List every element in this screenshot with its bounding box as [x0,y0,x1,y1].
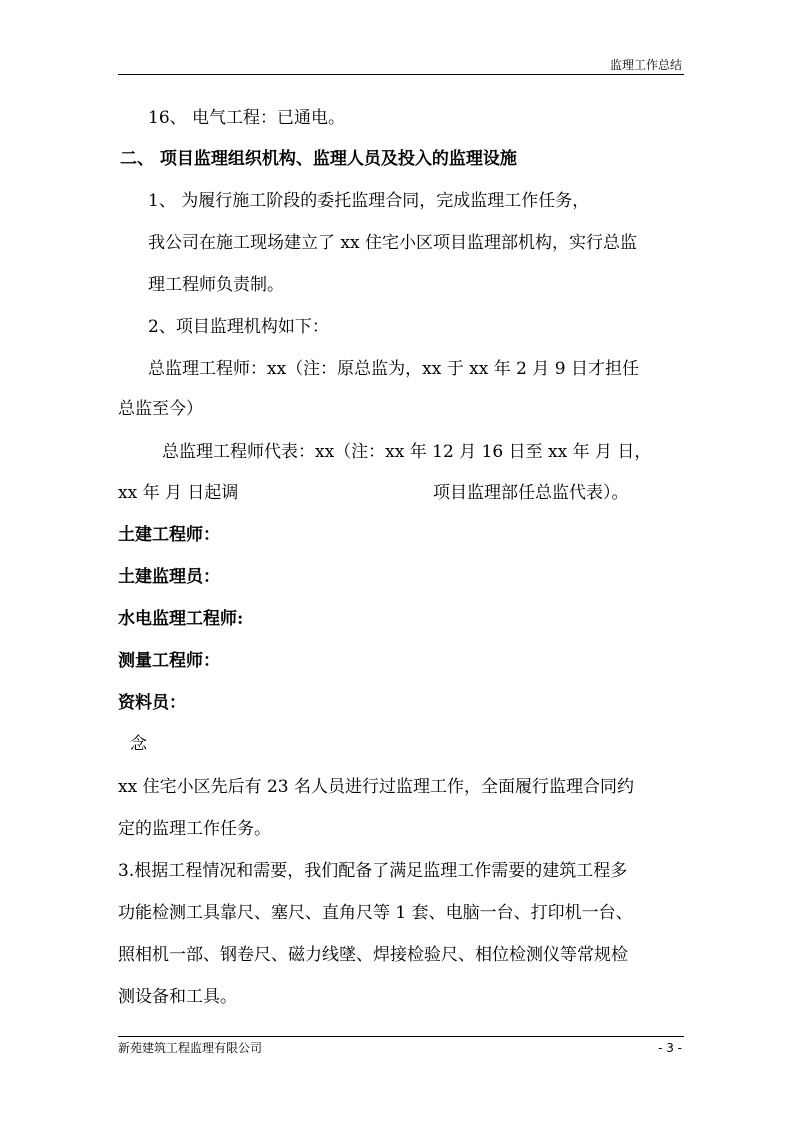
footer-rule [118,1036,684,1037]
footer-company: 新苑建筑工程监理有限公司 [118,1041,263,1055]
equipment-line-1: 3.根据工程情况和需要，我们配备了满足监理工作需要的建筑工程多 [118,861,628,881]
water-electric-engineer-label: 水电监理工程师: [118,609,244,629]
deputy-supervisor-line-2b: 项目监理部任总监代表）。 [433,483,629,503]
staff-summary-line-2: 定的监理工作任务。 [118,819,271,839]
footer-page-number: - 3 - [658,1041,682,1055]
para-2-heading: 2、项目监理机构如下： [148,317,329,337]
header-rule [118,74,684,75]
para-1-line-2: 我公司在施工现场建立了 xx 住宅小区项目监理部机构，实行总监 [148,233,637,253]
equipment-line-4: 测设备和工具。 [118,987,237,1007]
civil-inspector-label: 土建监理员： [118,567,220,587]
para-1-line-1: 1、 为履行施工阶段的委托监理合同，完成监理工作任务， [148,191,590,211]
staff-summary-line-1: xx 住宅小区先后有 23 名人员进行过监理工作，全面履行监理合同约 [118,777,635,797]
chief-supervisor-line-1: 总监理工程师：xx（注：原总监为，xx 于 xx 年 2 月 9 日才担任 [148,359,639,379]
deputy-supervisor-line-2a: xx 年 月 日起调 [118,483,239,503]
chief-supervisor-line-2: 总监至今） [118,399,203,419]
section-2-heading: 二、 项目监理组织机构、监理人员及投入的监理设施 [120,149,517,169]
item-16-electrical: 16、 电气工程：已通电。 [148,108,346,128]
civil-engineer-label: 土建工程师： [118,525,220,545]
equipment-line-3: 照相机一部、钢卷尺、磁力线墜、焊接检验尺、相位检测仪等常规检 [118,945,628,965]
equipment-line-2: 功能检测工具靠尺、塞尺、直角尺等 1 套、电脑一台、打印机一台、 [118,903,633,923]
stray-char: 念 [130,734,147,754]
para-1-line-3: 理工程师负责制。 [148,275,284,295]
page-header-title: 监理工作总结 [609,58,682,72]
survey-engineer-label: 测量工程师： [118,651,220,671]
documentation-clerk-label: 资料员： [118,693,186,713]
deputy-supervisor-line-1: 总监理工程师代表：xx（注：xx 年 12 月 16 日至 xx 年 月 日， [162,442,652,462]
